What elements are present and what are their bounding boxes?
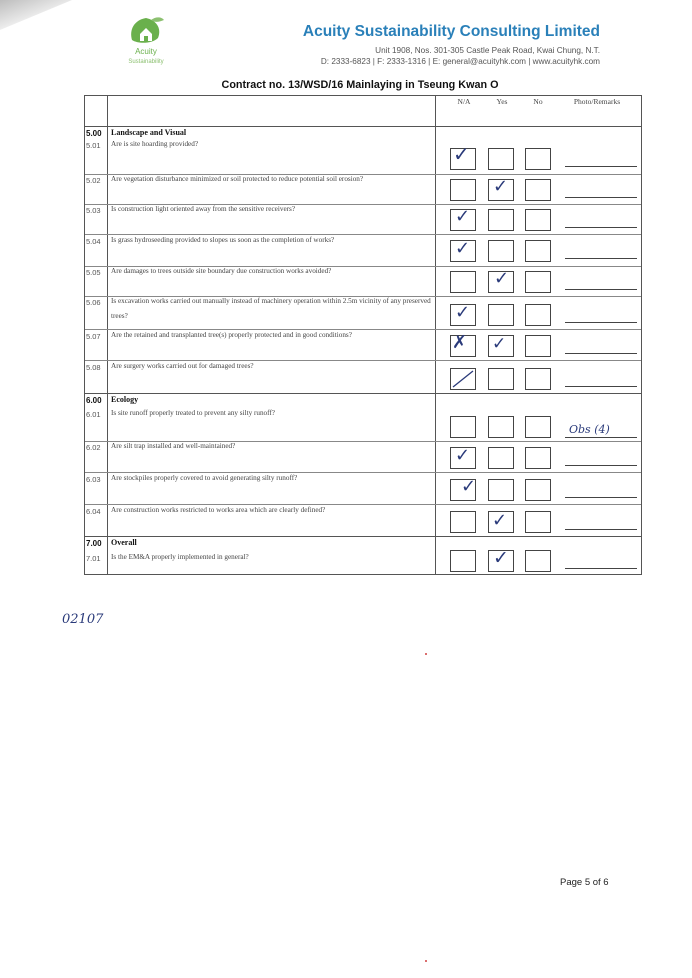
scan-speck bbox=[425, 653, 427, 655]
item-question: Are damages to trees outside site boundary due construction works avoided? bbox=[111, 267, 332, 275]
section-number: 6.00 bbox=[86, 396, 102, 405]
item-number: 5.03 bbox=[86, 206, 101, 215]
item-question: Are is site hoarding provided? bbox=[111, 140, 199, 148]
item-number: 5.02 bbox=[86, 176, 101, 185]
checkbox-yes[interactable] bbox=[488, 209, 514, 231]
remarks-line bbox=[565, 197, 637, 198]
tick-mark-icon: ✓ bbox=[455, 238, 471, 259]
item-question: Are silt trap installed and well-maintained? bbox=[111, 442, 236, 450]
contact-line: D: 2333-6823 | F: 2333-1316 | E: general@acuityhk.com | www.acuityhk.com bbox=[320, 57, 600, 66]
checkbox-yes[interactable] bbox=[488, 368, 514, 390]
section-title: Ecology bbox=[111, 395, 139, 404]
checkbox-yes[interactable] bbox=[488, 416, 514, 438]
checkbox-no[interactable] bbox=[525, 240, 551, 262]
checkbox-no[interactable] bbox=[525, 179, 551, 201]
item-number: 5.01 bbox=[86, 141, 101, 150]
tick-mark-icon: ✓ bbox=[494, 268, 510, 289]
item-question: Are vegetation disturbance minimized or soil protected to reduce potential soil erosion? bbox=[111, 175, 364, 183]
checkbox-no[interactable] bbox=[525, 148, 551, 170]
checkbox-yes[interactable] bbox=[488, 148, 514, 170]
item-question: Are surgery works carried out for damaged trees? bbox=[111, 362, 254, 370]
checkbox-no[interactable] bbox=[525, 368, 551, 390]
checkbox-yes[interactable] bbox=[488, 240, 514, 262]
remarks-line bbox=[565, 227, 637, 228]
item-number: 6.02 bbox=[86, 443, 101, 452]
item-number: 6.01 bbox=[86, 410, 101, 419]
remarks-line bbox=[565, 386, 637, 387]
col-header-yes: Yes bbox=[496, 97, 508, 106]
item-number: 6.03 bbox=[86, 475, 101, 484]
tick-mark-icon: ✓ bbox=[493, 547, 509, 569]
tick-mark-icon: ✓ bbox=[455, 302, 471, 323]
remarks-line bbox=[565, 465, 637, 466]
contract-title: Contract no. 13/WSD/16 Mainlaying in Tseung Kwan O bbox=[221, 79, 499, 91]
checkbox-na[interactable] bbox=[450, 511, 476, 533]
tick-mark-icon: ✓ bbox=[492, 510, 508, 531]
section-divider bbox=[85, 393, 641, 394]
item-number: 5.08 bbox=[86, 363, 101, 372]
col-header-na: N/A bbox=[457, 97, 471, 106]
remarks-line bbox=[565, 529, 637, 530]
checkbox-no[interactable] bbox=[525, 335, 551, 357]
section-number: 5.00 bbox=[86, 129, 102, 138]
checkbox-no[interactable] bbox=[525, 304, 551, 326]
tick-mark-icon: ✓ bbox=[453, 142, 470, 166]
checkbox-na[interactable] bbox=[450, 416, 476, 438]
handwritten-reference: 02107 bbox=[62, 612, 104, 627]
handwritten-remark: Obs (4) bbox=[569, 423, 610, 436]
checkbox-no[interactable] bbox=[525, 447, 551, 469]
section-divider bbox=[85, 536, 641, 537]
logo-name: Acuity bbox=[135, 47, 157, 56]
item-question: Is excavation works carried out manually instead of machinery operation within 2.5m vicinity of any preserved trees? bbox=[111, 297, 431, 320]
col-divider-number bbox=[107, 96, 108, 574]
remarks-line bbox=[565, 437, 637, 438]
logo-subtitle: Sustainability bbox=[128, 59, 164, 65]
item-question: Are stockpiles properly covered to avoid generating silty runoff? bbox=[111, 474, 298, 482]
remarks-line bbox=[565, 166, 637, 167]
checkbox-no[interactable] bbox=[525, 479, 551, 501]
scan-speck bbox=[425, 960, 427, 962]
col-header-remarks: Photo/Remarks bbox=[573, 97, 621, 106]
checkbox-no[interactable] bbox=[525, 416, 551, 438]
item-number: 5.06 bbox=[86, 298, 101, 307]
remarks-line bbox=[565, 289, 637, 290]
item-question: Is site runoff properly treated to prevent any silty runoff? bbox=[111, 409, 275, 417]
item-number: 5.05 bbox=[86, 268, 101, 277]
remarks-line bbox=[565, 497, 637, 498]
section-title: Overall bbox=[111, 538, 137, 547]
item-question: Is the EM&A properly implemented in general? bbox=[111, 553, 249, 561]
checkbox-no[interactable] bbox=[525, 271, 551, 293]
remarks-line bbox=[565, 568, 637, 569]
col-header-no: No bbox=[533, 97, 543, 106]
tick-mark-icon: ✓ bbox=[493, 176, 509, 197]
header-divider bbox=[85, 126, 641, 127]
tick-mark-icon: ✓ bbox=[492, 334, 507, 354]
section-title: Landscape and Visual bbox=[111, 128, 187, 137]
slash-mark-icon bbox=[450, 368, 476, 390]
section-number: 7.00 bbox=[86, 539, 102, 548]
tick-mark-icon: ✓ bbox=[455, 206, 471, 227]
checkbox-na[interactable] bbox=[450, 271, 476, 293]
checkbox-yes[interactable] bbox=[488, 447, 514, 469]
checkbox-no[interactable] bbox=[525, 550, 551, 572]
item-question: Are the retained and transplanted tree(s) properly protected and in good conditions? bbox=[111, 331, 352, 339]
item-number: 6.04 bbox=[86, 507, 101, 516]
company-contact bbox=[240, 45, 600, 67]
remarks-line bbox=[565, 322, 637, 323]
item-question: Is grass hydroseeding provided to slopes us soon as the completion of works? bbox=[111, 236, 335, 244]
scribble-mark-icon: ✗ bbox=[452, 332, 468, 353]
checkbox-yes[interactable] bbox=[488, 479, 514, 501]
item-number: 5.04 bbox=[86, 237, 101, 246]
checkbox-no[interactable] bbox=[525, 511, 551, 533]
checklist-table bbox=[84, 95, 642, 575]
checkbox-na[interactable] bbox=[450, 550, 476, 572]
company-name: Acuity Sustainability Consulting Limited bbox=[302, 23, 600, 40]
item-number: 5.07 bbox=[86, 332, 101, 341]
remarks-line bbox=[565, 258, 637, 259]
page-number: Page 5 of 6 bbox=[560, 877, 609, 888]
logo-wordmark bbox=[96, 47, 196, 67]
item-question: Is construction light oriented away from the sensitive receivers? bbox=[111, 205, 296, 213]
remarks-line bbox=[565, 353, 637, 354]
item-number: 7.01 bbox=[86, 554, 101, 563]
tick-mark-icon: ✓ bbox=[455, 445, 471, 466]
checkbox-no[interactable] bbox=[525, 209, 551, 231]
tick-mark-icon: ✓ bbox=[461, 476, 477, 497]
checkbox-yes[interactable] bbox=[488, 304, 514, 326]
address-line: Unit 1908, Nos. 301-305 Castle Peak Road, Kwai Chung, N.T. bbox=[375, 46, 600, 55]
item-question: Are construction works restricted to works area which are clearly defined? bbox=[111, 506, 326, 514]
checkbox-na[interactable] bbox=[450, 179, 476, 201]
scan-corner-fold bbox=[0, 0, 72, 30]
